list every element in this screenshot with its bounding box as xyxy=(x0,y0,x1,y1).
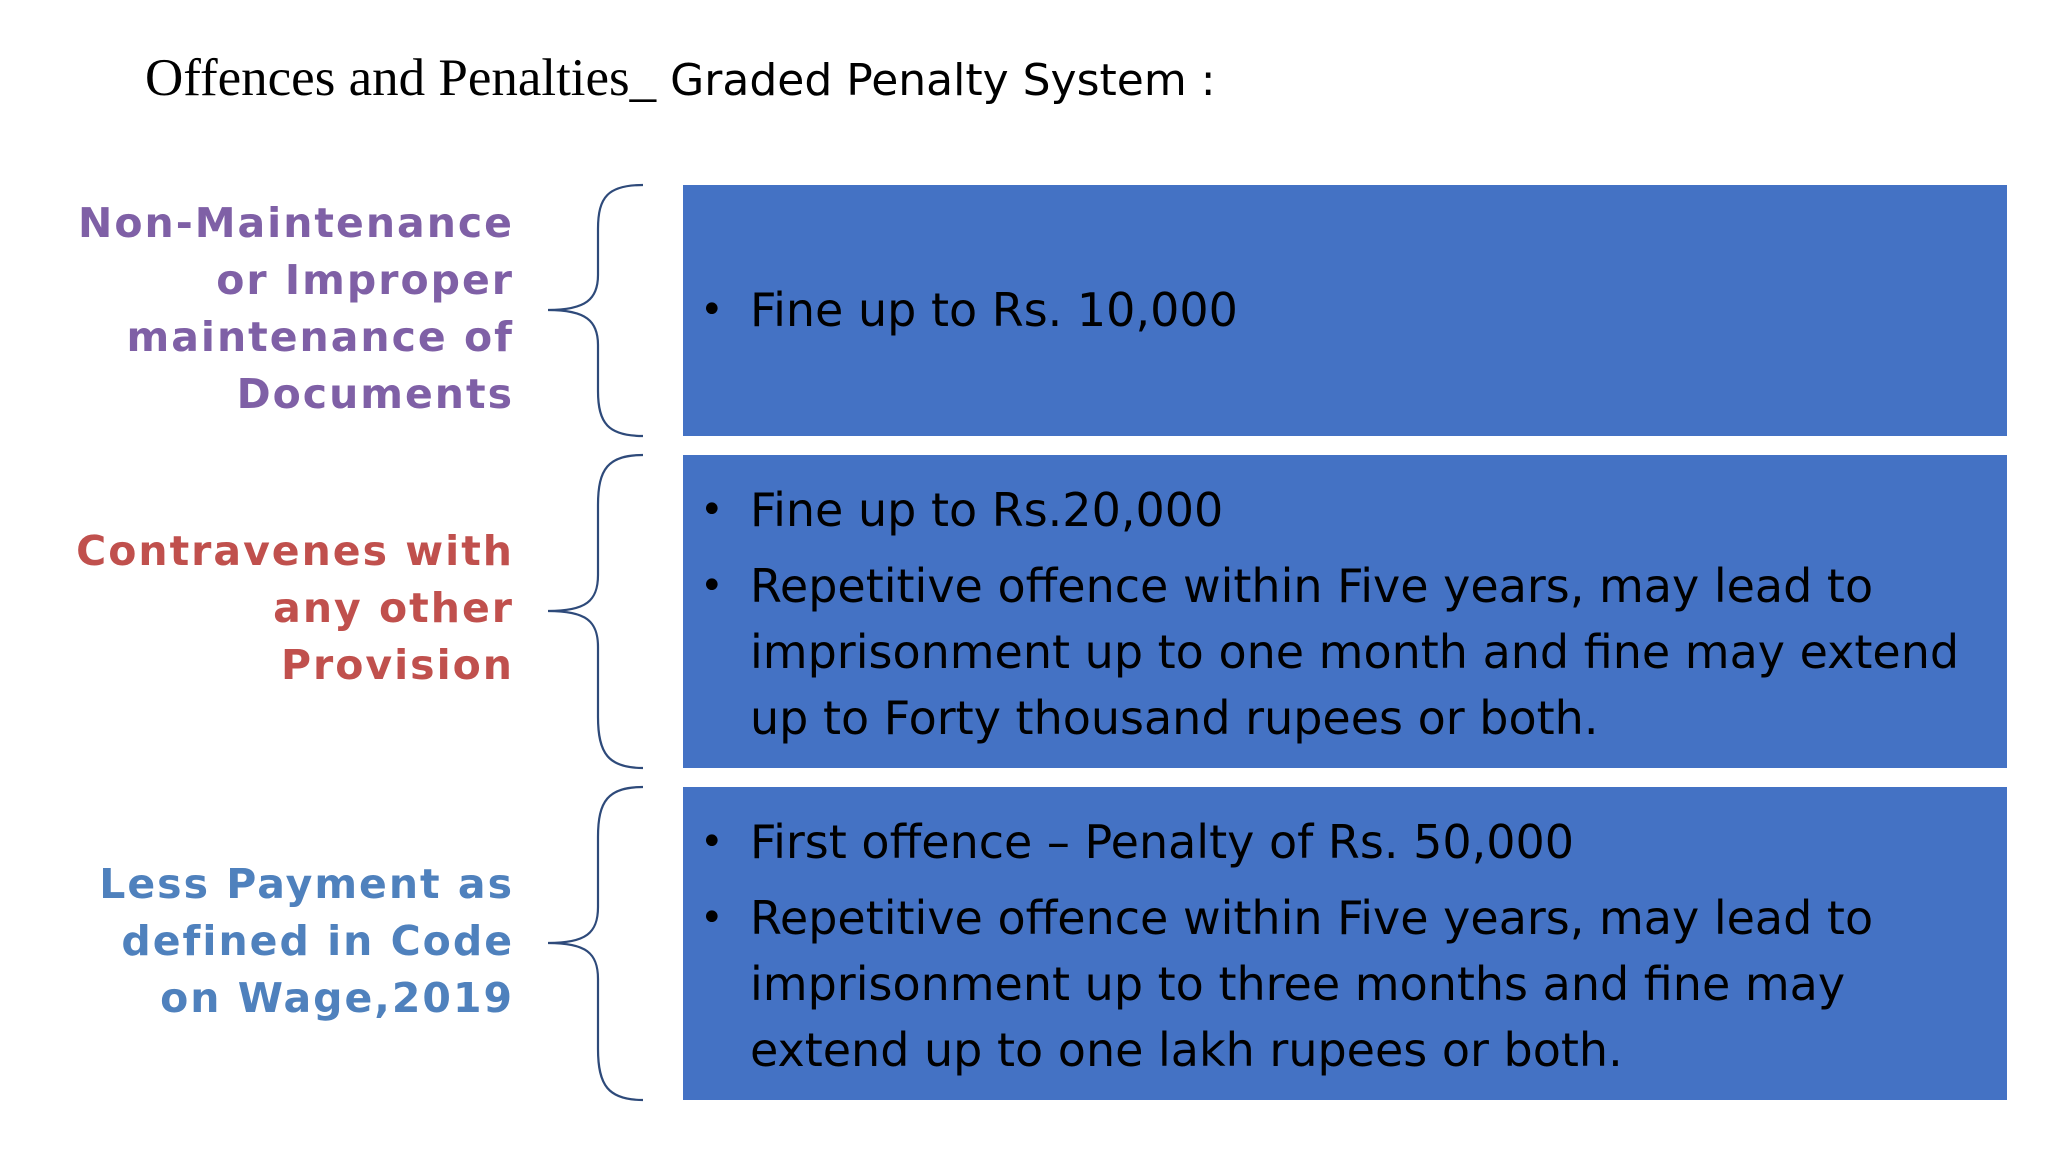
title-main: Offences and Penalties_ xyxy=(145,49,657,107)
curly-brace-icon xyxy=(540,785,650,1102)
bullet-dot-icon: • xyxy=(700,563,724,609)
bullet-item xyxy=(683,885,1987,1083)
bullet-dot-icon: • xyxy=(700,287,724,333)
curly-brace-icon xyxy=(540,183,650,438)
bullet-text: Repetitive offence within Five years, may lead to imprisonment up to one month and fine may extend up to Forty thousand rupees or both. xyxy=(750,559,1960,745)
bullet-text: Repetitive offence within Five years, may lead to imprisonment up to three months and fine may extend up to one lakh rupees or both. xyxy=(750,891,1874,1077)
bullet-text: Fine up to Rs. 10,000 xyxy=(750,283,1238,337)
bullet-item xyxy=(683,809,1987,875)
bullet-list xyxy=(683,809,1987,1093)
penalty-box-documents xyxy=(683,185,2007,436)
row-label-contravenes: Contravenes with any other Provision xyxy=(76,527,514,689)
brace-path xyxy=(548,185,643,436)
penalty-box-less-payment xyxy=(683,787,2007,1100)
bullet-list xyxy=(683,477,1987,761)
bullet-text: Fine up to Rs.20,000 xyxy=(750,483,1224,537)
title-sub: Graded Penalty System : xyxy=(656,55,1216,106)
bullet-item xyxy=(683,477,1987,543)
page-title xyxy=(145,48,1216,108)
curly-brace-icon xyxy=(540,453,650,770)
bullet-text: First offence – Penalty of Rs. 50,000 xyxy=(750,815,1575,869)
penalty-box-contravenes xyxy=(683,455,2007,768)
bullet-item xyxy=(683,277,1987,343)
bullet-item xyxy=(683,553,1987,751)
row-label-documents: Non-Maintenance or Improper maintenance of Documents xyxy=(78,199,514,418)
bullet-dot-icon: • xyxy=(700,895,724,941)
bullet-dot-icon: • xyxy=(700,487,724,533)
brace-path xyxy=(548,455,643,768)
row-label-less-payment: Less Payment as defined in Code on Wage,2019 xyxy=(99,860,514,1022)
brace-path xyxy=(548,787,643,1100)
bullet-list xyxy=(683,277,1987,353)
bullet-dot-icon: • xyxy=(700,819,724,865)
